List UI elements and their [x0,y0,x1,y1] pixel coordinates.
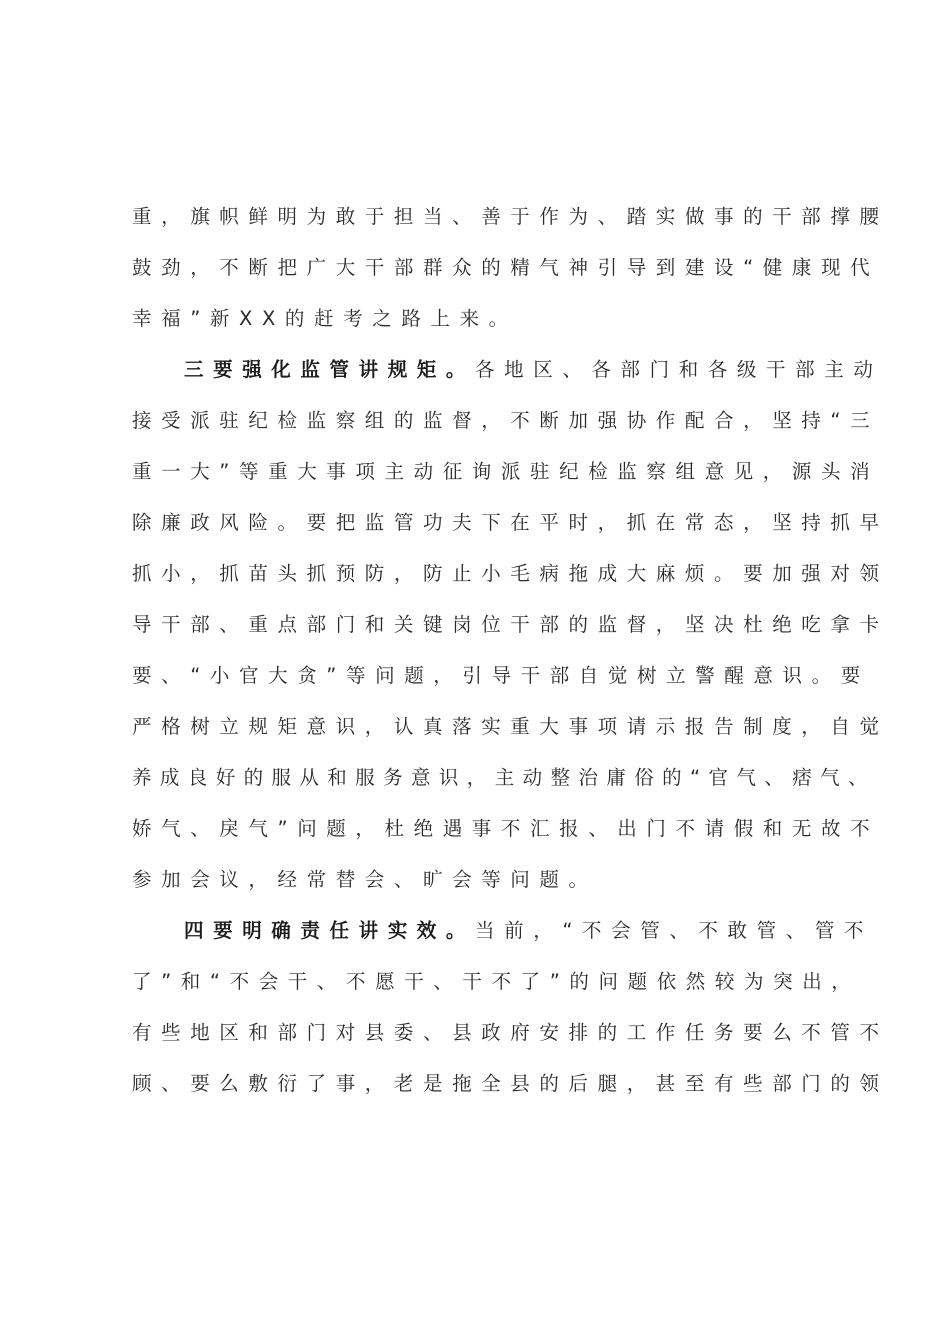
paragraph-2-line-10: 娇气、戾气”问题，杜绝遇事不汇报、出门不请假和无故不 [132,817,880,840]
paragraph-2-line-5: 抓小，抓苗头抓预防，防止小毛病拖成大麻烦。要加强对领 [132,562,889,585]
paragraph-1-line-1: 重，旗帜鲜明为敢于担当、善于作为、踏实做事的干部撑腰 [132,205,889,228]
paragraph-3-line-2: 了”和“不会干、不愿干、干不了”的问题依然较为突出， [132,970,861,993]
paragraph-3-line-1: 当前，“不会管、不敢管、管不 [475,919,874,942]
paragraph-3-line-3: 有些地区和部门对县委、县政府安排的工作任务要么不管不 [132,1021,889,1044]
paragraph-2-line-11: 参加会议，经常替会、旷会等问题。 [132,868,598,891]
paragraph-2-line-9: 养成良好的服从和服务意识，主动整治庸俗的“官气、痞气、 [132,766,876,789]
paragraph-2-line-2: 接受派驻纪检监察组的监督，不断加强协作配合，坚持“三 [132,409,880,432]
paragraph-2-line-6: 导干部、重点部门和关键岗位干部的监督，坚决杜绝吃拿卡 [132,613,889,636]
paragraph-2-line-3: 重一大”等重大事项主动征询派驻纪检监察组意见，源头消 [132,460,880,483]
paragraph-3-heading: 四要明确责任讲实效。 [184,919,476,942]
paragraph-1-line-2: 鼓劲，不断把广大干部群众的精气神引导到建设“健康现代 [132,256,880,279]
paragraph-2-line-7: 要、“小官大贪”等问题，引导干部自觉树立警醒意识。要 [132,664,870,687]
paragraph-2-first-line [184,355,882,385]
paragraph-1-line-3: 幸福”新XX的赶考之路上来。 [132,307,518,330]
paragraph-2-line-8: 严格树立规矩意识，认真落实重大事项请示报告制度，自觉 [132,715,889,738]
paragraph-2-line-4: 除廉政风险。要把监管功夫下在平时，抓在常态，坚持抓早 [132,511,889,534]
paragraph-3-first-line [184,916,873,946]
paragraph-2-line-1: 各地区、各部门和各级干部主动 [475,358,883,381]
paragraph-3-line-4: 顾、要么敷衍了事，老是拖全县的后腿，甚至有些部门的领 [132,1072,889,1095]
paragraph-2-heading: 三要强化监管讲规矩。 [184,358,476,381]
